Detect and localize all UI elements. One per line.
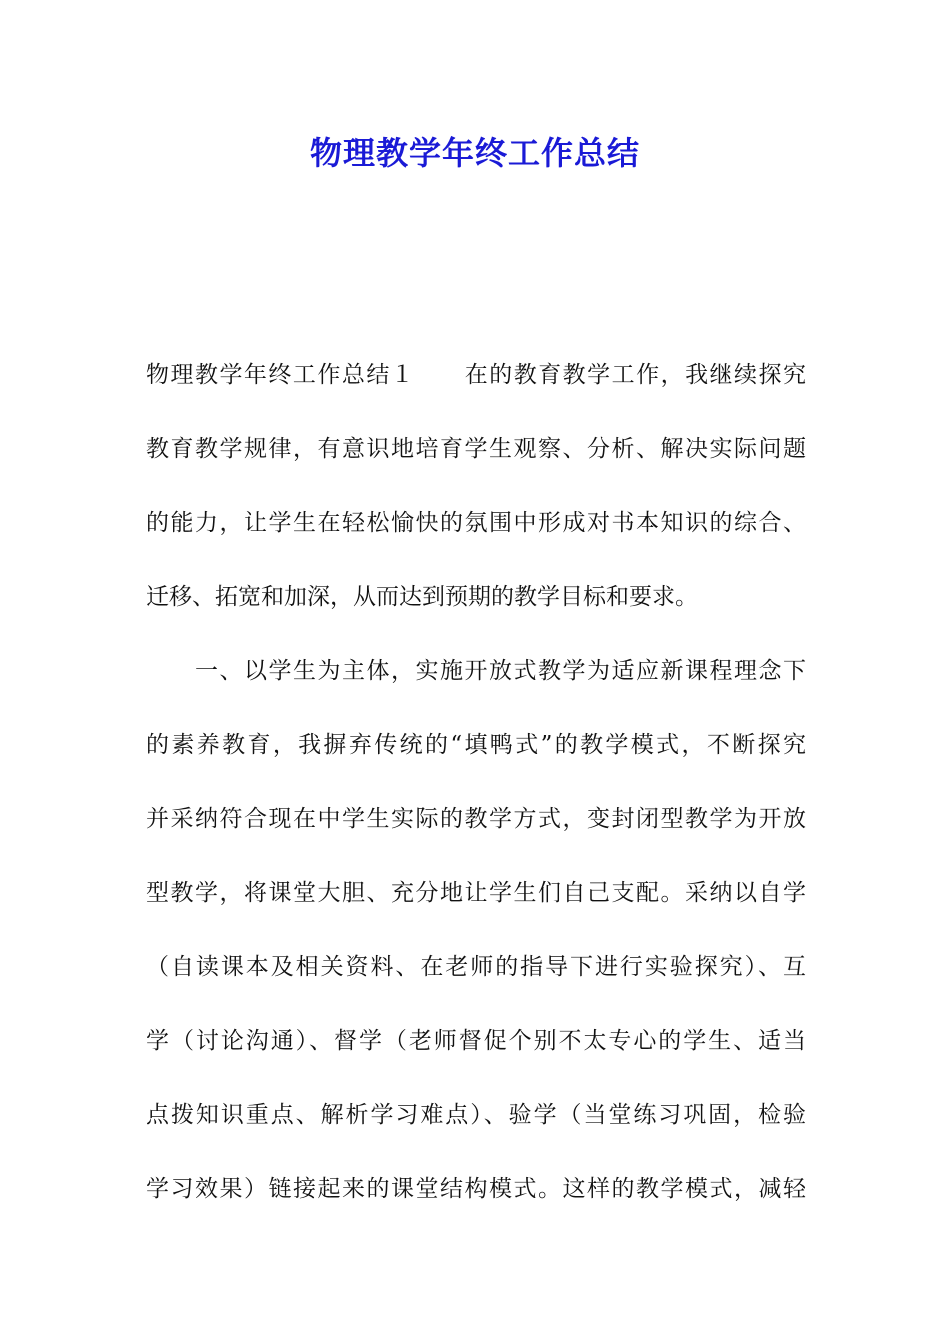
- paragraph-line: 的能力，让学生在轻松愉快的氛围中形成对书本知识的综合、: [146, 510, 806, 536]
- paragraph-line: 迁移、拓宽和加深，从而达到预期的教学目标和要求。: [146, 584, 698, 610]
- paragraph-line: 学习效果）链接起来的课堂结构模式。这样的教学模式，减轻: [146, 1176, 806, 1202]
- section-heading: 物理教学年终工作总结１: [146, 362, 416, 388]
- paragraph-line: （自读课本及相关资料、在老师的指导下进行实验探究）、互: [146, 954, 806, 980]
- paragraph-line: 并采纳符合现在中学生实际的教学方式，变封闭型教学为开放: [146, 806, 806, 832]
- paragraph-line: [146, 338, 806, 412]
- paragraph-line: 一、以学生为主体，实施开放式教学为适应新课程理念下: [146, 658, 806, 684]
- paragraph-line: 教育教学规律，有意识地培育学生观察、分析、解决实际问题: [146, 436, 806, 462]
- paragraph-line: 学（讨论沟通）、督学（老师督促个别不太专心的学生、适当: [146, 1028, 806, 1054]
- paragraph-line: 的素养教育，我摒弃传统的“填鸭式”的教学模式，不断探究: [146, 732, 806, 758]
- line-text: 在的教育教学工作，我继续探究: [463, 362, 807, 388]
- document-body: [146, 338, 806, 1226]
- paragraph-line: 型教学，将课堂大胆、充分地让学生们自己支配。采纳以自学: [146, 880, 806, 906]
- document-title: 物理教学年终工作总结: [309, 134, 640, 172]
- paragraph-line: 点拨知识重点、解析学习难点）、验学（当堂练习巩固，检验: [146, 1102, 806, 1128]
